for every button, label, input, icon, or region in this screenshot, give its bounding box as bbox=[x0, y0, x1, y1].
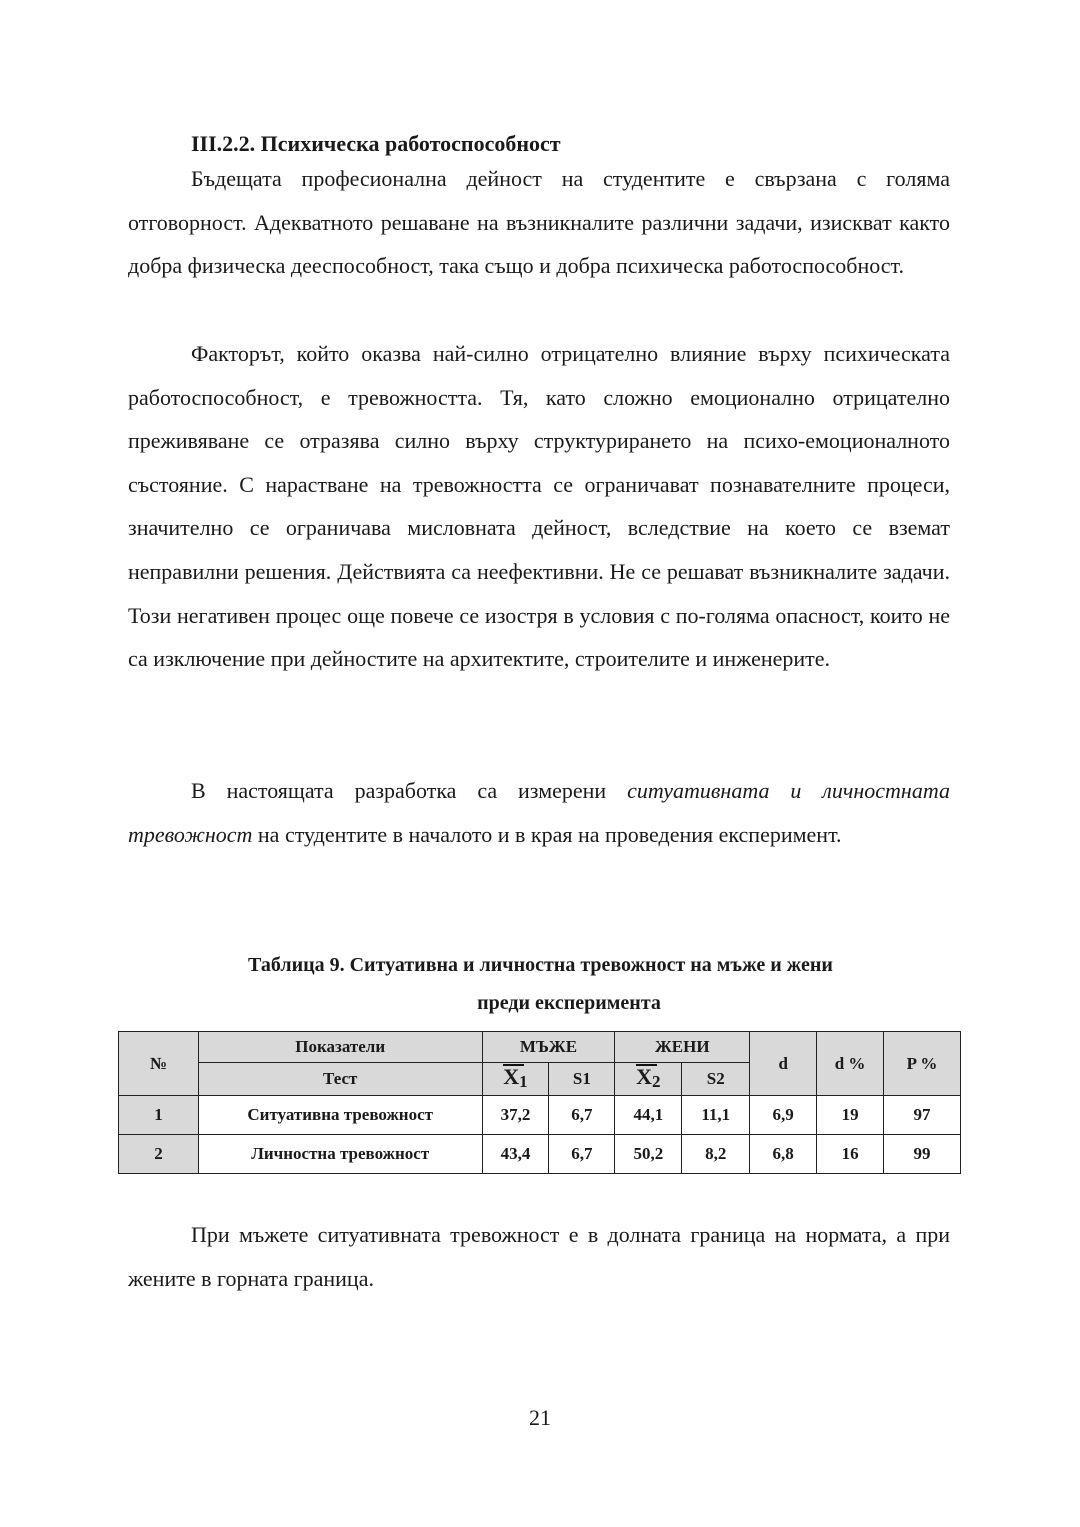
table-caption-line-1: Таблица 9. Ситуативна и личностна тревожност на мъже и жени bbox=[248, 954, 833, 976]
header-men: МЪЖЕ bbox=[482, 1032, 615, 1063]
header-test: Тест bbox=[198, 1063, 482, 1096]
cell-s1: 6,7 bbox=[549, 1135, 615, 1174]
cell-s2: 8,2 bbox=[682, 1135, 750, 1174]
header-d: d bbox=[750, 1032, 817, 1096]
cell-x2: 50,2 bbox=[615, 1135, 682, 1174]
header-s2: S2 bbox=[682, 1063, 750, 1096]
cell-p-percent: 99 bbox=[884, 1135, 961, 1174]
cell-d-percent: 16 bbox=[817, 1135, 884, 1174]
header-indicators: Показатели bbox=[198, 1032, 482, 1063]
cell-no: 2 bbox=[119, 1135, 199, 1174]
page-number: 21 bbox=[529, 1405, 551, 1430]
cell-test: Личностна тревожност bbox=[198, 1135, 482, 1174]
cell-s1: 6,7 bbox=[549, 1096, 615, 1135]
cell-x2: 44,1 bbox=[615, 1096, 682, 1135]
paragraph-3-italic: ситуативната и личностната тревожност bbox=[128, 778, 950, 847]
anxiety-table bbox=[118, 1031, 961, 1174]
table-caption bbox=[128, 946, 950, 1022]
header-women: ЖЕНИ bbox=[615, 1032, 750, 1063]
x-bar-1-symbol: $X_1$ bbox=[503, 1063, 528, 1091]
cell-d: 6,9 bbox=[750, 1096, 817, 1135]
header-p-percent: P % bbox=[884, 1032, 961, 1096]
paragraph-3-end: на студентите в началото и в края на проведения експеримент. bbox=[252, 821, 842, 847]
header-s1: S1 bbox=[549, 1063, 615, 1096]
x-bar-2-symbol: $X_2$ bbox=[636, 1063, 661, 1091]
paragraph-2: Факторът, който оказва най-силно отрицателно влияние върху психическата работоспособност, е тревожността. Тя, като сложно емоционално отрицателно преживяване се отразява силно върху структурирането на психо-емоционалното състояние. С нарастване на тревожността се ограничават познавателните процеси, значително се ограничава мисловната дейност, вследствие на което се вземат неправилни решения. Действията са неефективни. Не се решават възникналите задачи. Този негативен процес още повече се изостря в условия с по-голяма опасност, които не са изключение при дейностите на архитектите, строителите и инженерите. bbox=[128, 341, 950, 672]
cell-d-percent: 19 bbox=[817, 1096, 884, 1135]
table-row bbox=[119, 1135, 961, 1174]
cell-no: 1 bbox=[119, 1096, 199, 1135]
cell-x1: 43,4 bbox=[482, 1135, 549, 1174]
paragraph-3 bbox=[128, 769, 950, 856]
cell-x1: 37,2 bbox=[482, 1096, 549, 1135]
header-no: № bbox=[119, 1032, 199, 1096]
table-caption-line-2: преди експеримента bbox=[477, 992, 661, 1014]
cell-test: Ситуативна тревожност bbox=[198, 1096, 482, 1135]
paragraph-1: Бъдещата професионална дейност на студентите е свързана с голяма отговорност. Адекватното решаване на възникналите различни задачи, изискват както добра физическа дееспособност, така също и добра психическа работоспособност. bbox=[128, 166, 950, 279]
cell-d: 6,8 bbox=[750, 1135, 817, 1174]
header-x1 bbox=[482, 1063, 549, 1096]
cell-s2: 11,1 bbox=[682, 1096, 750, 1135]
header-d-percent: d % bbox=[817, 1032, 884, 1096]
section-heading: III.2.2. Психическа работоспособност bbox=[191, 131, 561, 156]
cell-p-percent: 97 bbox=[884, 1096, 961, 1135]
table-row bbox=[119, 1096, 961, 1135]
header-x2 bbox=[615, 1063, 682, 1096]
paragraph-4: При мъжете ситуативната тревожност е в долната граница на нормата, а при жените в горната граница. bbox=[128, 1222, 950, 1291]
paragraph-3-start: В настоящата разработка са измерени bbox=[191, 778, 628, 803]
